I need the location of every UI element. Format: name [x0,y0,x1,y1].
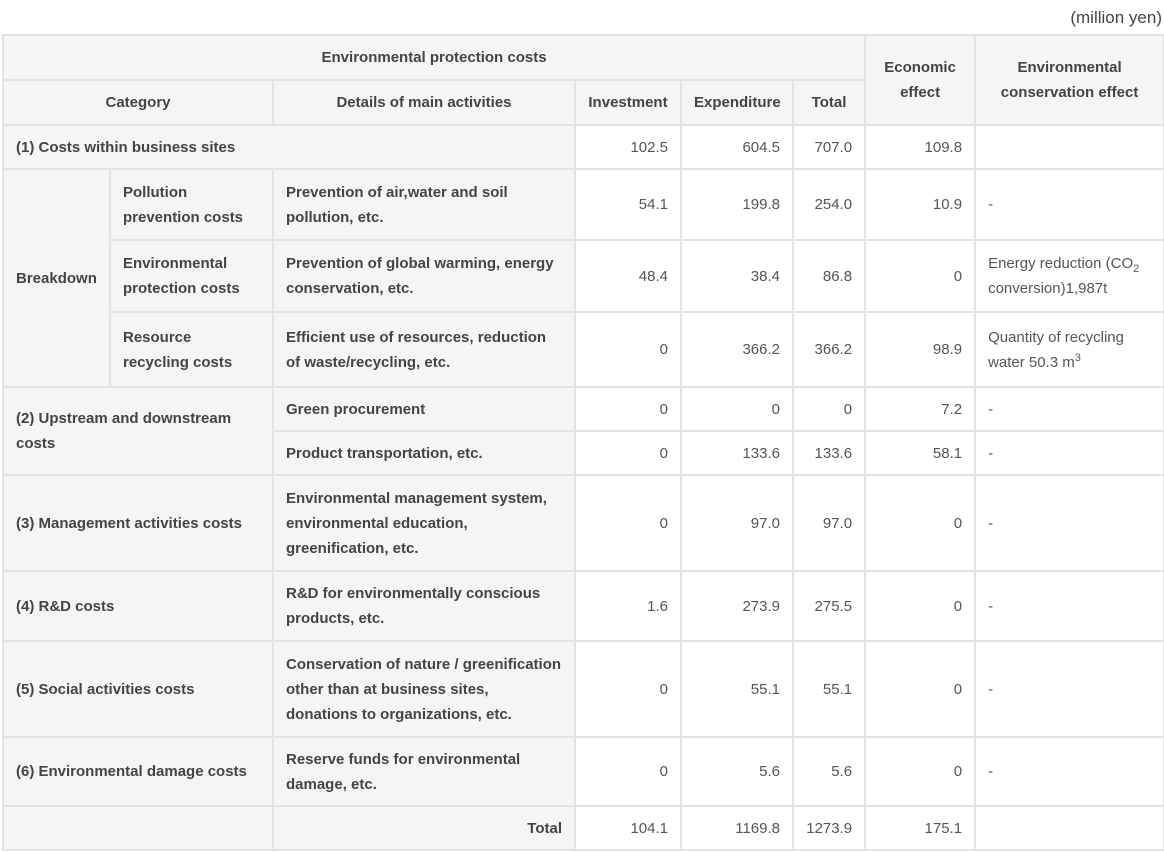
conservation-effect-cell: - [975,431,1164,475]
details-cell: Product transportation, etc. [273,431,575,475]
economic-effect-cell: 10.9 [865,169,975,240]
details-cell: Prevention of air,water and soil pollution, etc. [273,169,575,240]
details-cell: Green procurement [273,387,575,431]
total-cell: 254.0 [793,169,865,240]
table-row [3,571,1164,641]
investment-cell: 1.6 [575,571,681,641]
investment-cell: 0 [575,737,681,806]
conservation-effect-cell: - [975,737,1164,806]
category-cell: (1) Costs within business sites [3,125,575,169]
details-cell: R&D for environmentally conscious products, etc. [273,571,575,641]
expenditure-cell: 604.5 [681,125,793,169]
effect-superscript: 3 [1074,351,1081,364]
header-category: Category [3,80,273,125]
header-economic-effect: Economic effect [865,35,975,125]
total-cell: 1273.9 [793,806,865,850]
conservation-effect-cell: - [975,641,1164,737]
investment-cell: 0 [575,641,681,737]
details-cell: Efficient use of resources, reduction of waste/recycling, etc. [273,312,575,387]
economic-effect-cell: 0 [865,641,975,737]
category-cell: (3) Management activities costs [3,475,273,571]
expenditure-cell: 133.6 [681,431,793,475]
economic-effect-cell: 109.8 [865,125,975,169]
subcategory-cell: Environmental protection costs [110,240,273,312]
conservation-effect-cell: - [975,169,1164,240]
total-cell: 0 [793,387,865,431]
investment-cell: 104.1 [575,806,681,850]
investment-cell: 0 [575,431,681,475]
expenditure-cell: 97.0 [681,475,793,571]
total-cell: 86.8 [793,240,865,312]
economic-effect-cell: 0 [865,240,975,312]
investment-cell: 0 [575,475,681,571]
total-cell: 55.1 [793,641,865,737]
table-row [3,169,1164,240]
investment-cell: 54.1 [575,169,681,240]
header-total: Total [793,80,865,125]
total-blank-cell [3,806,273,850]
investment-cell: 0 [575,387,681,431]
total-cell: 97.0 [793,475,865,571]
economic-effect-cell: 98.9 [865,312,975,387]
total-label: Total [273,806,575,850]
effect-text: Quantity of recycling water 50.3 m [988,328,1124,371]
expenditure-cell: 366.2 [681,312,793,387]
economic-effect-cell: 0 [865,475,975,571]
effect-text: conversion)1,987t [988,280,1108,297]
economic-effect-cell: 175.1 [865,806,975,850]
details-cell: Environmental management system, environmental education, greenification, etc. [273,475,575,571]
header-details: Details of main activities [273,80,575,125]
conservation-effect-cell [975,312,1164,387]
economic-effect-cell: 0 [865,737,975,806]
category-cell: (5) Social activities costs [3,641,273,737]
environmental-cost-table [2,34,1164,851]
total-cell: 275.5 [793,571,865,641]
table-row [3,312,1164,387]
effect-subscript: 2 [1133,263,1140,275]
conservation-effect-cell: - [975,571,1164,641]
total-cell: 366.2 [793,312,865,387]
economic-effect-cell: 58.1 [865,431,975,475]
conservation-effect-cell [975,240,1164,312]
expenditure-cell: 273.9 [681,571,793,641]
category-cell: (6) Environmental damage costs [3,737,273,806]
investment-cell: 102.5 [575,125,681,169]
economic-effect-cell: 0 [865,571,975,641]
total-row [3,806,1164,850]
header-conservation-effect: Environmental conservation effect [975,35,1164,125]
table-row [3,737,1164,806]
header-investment: Investment [575,80,681,125]
table-row [3,641,1164,737]
investment-cell: 0 [575,312,681,387]
total-cell: 5.6 [793,737,865,806]
total-cell: 133.6 [793,431,865,475]
category-cell: (2) Upstream and downstream costs [3,387,273,475]
expenditure-cell: 0 [681,387,793,431]
expenditure-cell: 55.1 [681,641,793,737]
details-cell: Conservation of nature / greenification other than at business sites, donations to organizations, etc. [273,641,575,737]
effect-text: Energy reduction (CO [988,255,1134,272]
expenditure-cell: 5.6 [681,737,793,806]
subcategory-cell: Pollution prevention costs [110,169,273,240]
investment-cell: 48.4 [575,240,681,312]
table-row [3,240,1164,312]
expenditure-cell: 1169.8 [681,806,793,850]
total-cell: 707.0 [793,125,865,169]
economic-effect-cell: 7.2 [865,387,975,431]
unit-label: (million yen) [1070,8,1162,27]
header-group: Environmental protection costs [3,35,865,80]
table-row [3,387,1164,431]
table-row [3,125,1164,169]
header-row-1 [3,35,1164,80]
conservation-effect-cell: - [975,475,1164,571]
conservation-effect-cell [975,125,1164,169]
header-expenditure: Expenditure [681,80,793,125]
category-cell: (4) R&D costs [3,571,273,641]
breakdown-label: Breakdown [3,169,110,387]
expenditure-cell: 199.8 [681,169,793,240]
subcategory-cell: Resource recycling costs [110,312,273,387]
details-cell: Reserve funds for environmental damage, etc. [273,737,575,806]
conservation-effect-cell [975,806,1164,850]
conservation-effect-cell: - [975,387,1164,431]
details-cell: Prevention of global warming, energy conservation, etc. [273,240,575,312]
table-row [3,475,1164,571]
expenditure-cell: 38.4 [681,240,793,312]
